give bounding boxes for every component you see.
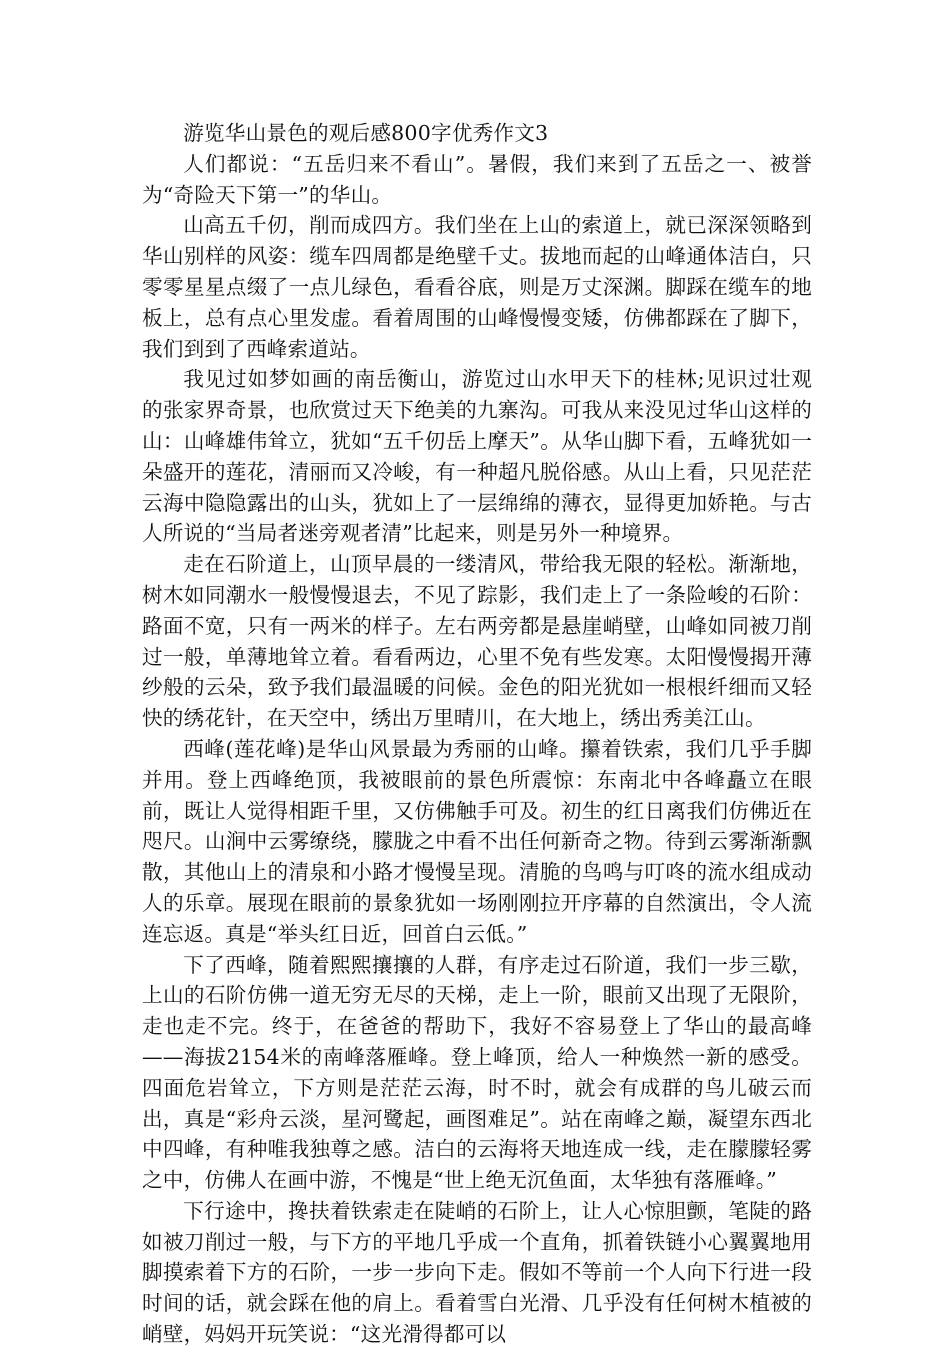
paragraph-7: 下行途中，搀扶着铁索走在陡峭的石阶上，让人心惊胆颤，笔陡的路如被刀削过一般，与下方的平地几乎成一个直角，抓着铁链小心翼翼地用脚摸索着下方的石阶，一步一步向下走。假如不等前一个人向下行进一段时间的话，就会踩在他的肩上。看着雪白光滑、几乎没有任何树木植被的峭壁，妈妈开玩笑说：“这光滑得都可以 (142, 1198, 812, 1347)
paragraph-5: 西峰(莲花峰)是华山风景最为秀丽的山峰。攥着铁索，我们几乎手脚并用。登上西峰绝顶，我被眼前的景色所震惊：东南北中各峰矗立在眼前，既让人觉得相距千里，又仿佛触手可及。初生的红日离我们仿佛近在咫尺。山涧中云雾缭绕，朦胧之中看不出任何新奇之物。待到云雾渐渐飘散，其他山上的清泉和小路才慢慢呈现。清脆的鸟鸣与叮咚的流水组成动人的乐章。展现在眼前的景象犹如一场刚刚拉开序幕的自然演出，令人流连忘返。真是“举头红日近，回首白云低。” (142, 736, 812, 946)
paragraph-3: 我见过如梦如画的南岳衡山，游览过山水甲天下的桂林;见识过壮观的张家界奇景，也欣赏过天下绝美的九寨沟。可我从来没见过华山这样的山：山峰雄伟耸立，犹如“五千仞岳上摩天”。从华山脚下看，五峰犹如一朵盛开的莲花，清丽而又冷峻，有一种超凡脱俗感。从山上看，只见茫茫云海中隐隐露出的山头，犹如上了一层绵绵的薄衣，显得更加娇艳。与古人所说的“当局者迷旁观者清”比起来，则是另外一种境界。 (142, 367, 812, 546)
document-title: 游览华山景色的观后感800字优秀作文3 (183, 121, 549, 145)
paragraph-4: 走在石阶道上，山顶早晨的一缕清风，带给我无限的轻松。渐渐地，树木如同潮水一般慢慢退去，不见了踪影，我们走上了一条险峻的石阶：路面不宽，只有一两米的样子。左右两旁都是悬崖峭壁，山峰如同被刀削过一般，单薄地耸立着。看看两边，心里不免有些发寒。太阳慢慢揭开薄纱般的云朵，致予我们最温暖的问候。金色的阳光犹如一根根纤细而又轻快的绣花针，在天空中，绣出万里晴川，在大地上，绣出秀美江山。 (142, 552, 812, 731)
paragraph-6: 下了西峰，随着熙熙攘攘的人群，有序走过石阶道，我们一步三歇，上山的石阶仿佛一道无穷无尽的天梯，走上一阶，眼前又出现了无限阶，走也走不完。终于，在爸爸的帮助下，我好不容易登上了华山的最高峰——海拔2154米的南峰落雁峰。登上峰顶，给人一种焕然一新的感受。四面危岩耸立，下方则是茫茫云海，时不时，就会有成群的鸟儿破云而出，真是“彩舟云淡，星河鹭起，画图难足”。站在南峰之巅，凝望东西北中四峰，有种唯我独尊之感。洁白的云海将天地连成一线，走在朦朦轻雾之中，仿佛人在画中游，不愧是“世上绝无沉鱼面，太华独有落雁峰。” (142, 952, 812, 1193)
document-body (142, 118, 812, 1350)
paragraph-2: 山高五千仞，削而成四方。我们坐在上山的索道上，就已深深领略到华山别样的风姿：缆车四周都是绝壁千丈。拔地而起的山峰通体洁白，只零零星星点缀了一点儿绿色，看看谷底，则是万丈深渊。脚踩在缆车的地板上，总有点心里发虚。看着周围的山峰慢慢变矮，仿佛都踩在了脚下，我们到到了西峰索道站。 (142, 213, 812, 361)
paragraph-1: 人们都说：“五岳归来不看山”。暑假，我们来到了五岳之一、被誉为“奇险天下第一”的华山。 (142, 151, 812, 207)
